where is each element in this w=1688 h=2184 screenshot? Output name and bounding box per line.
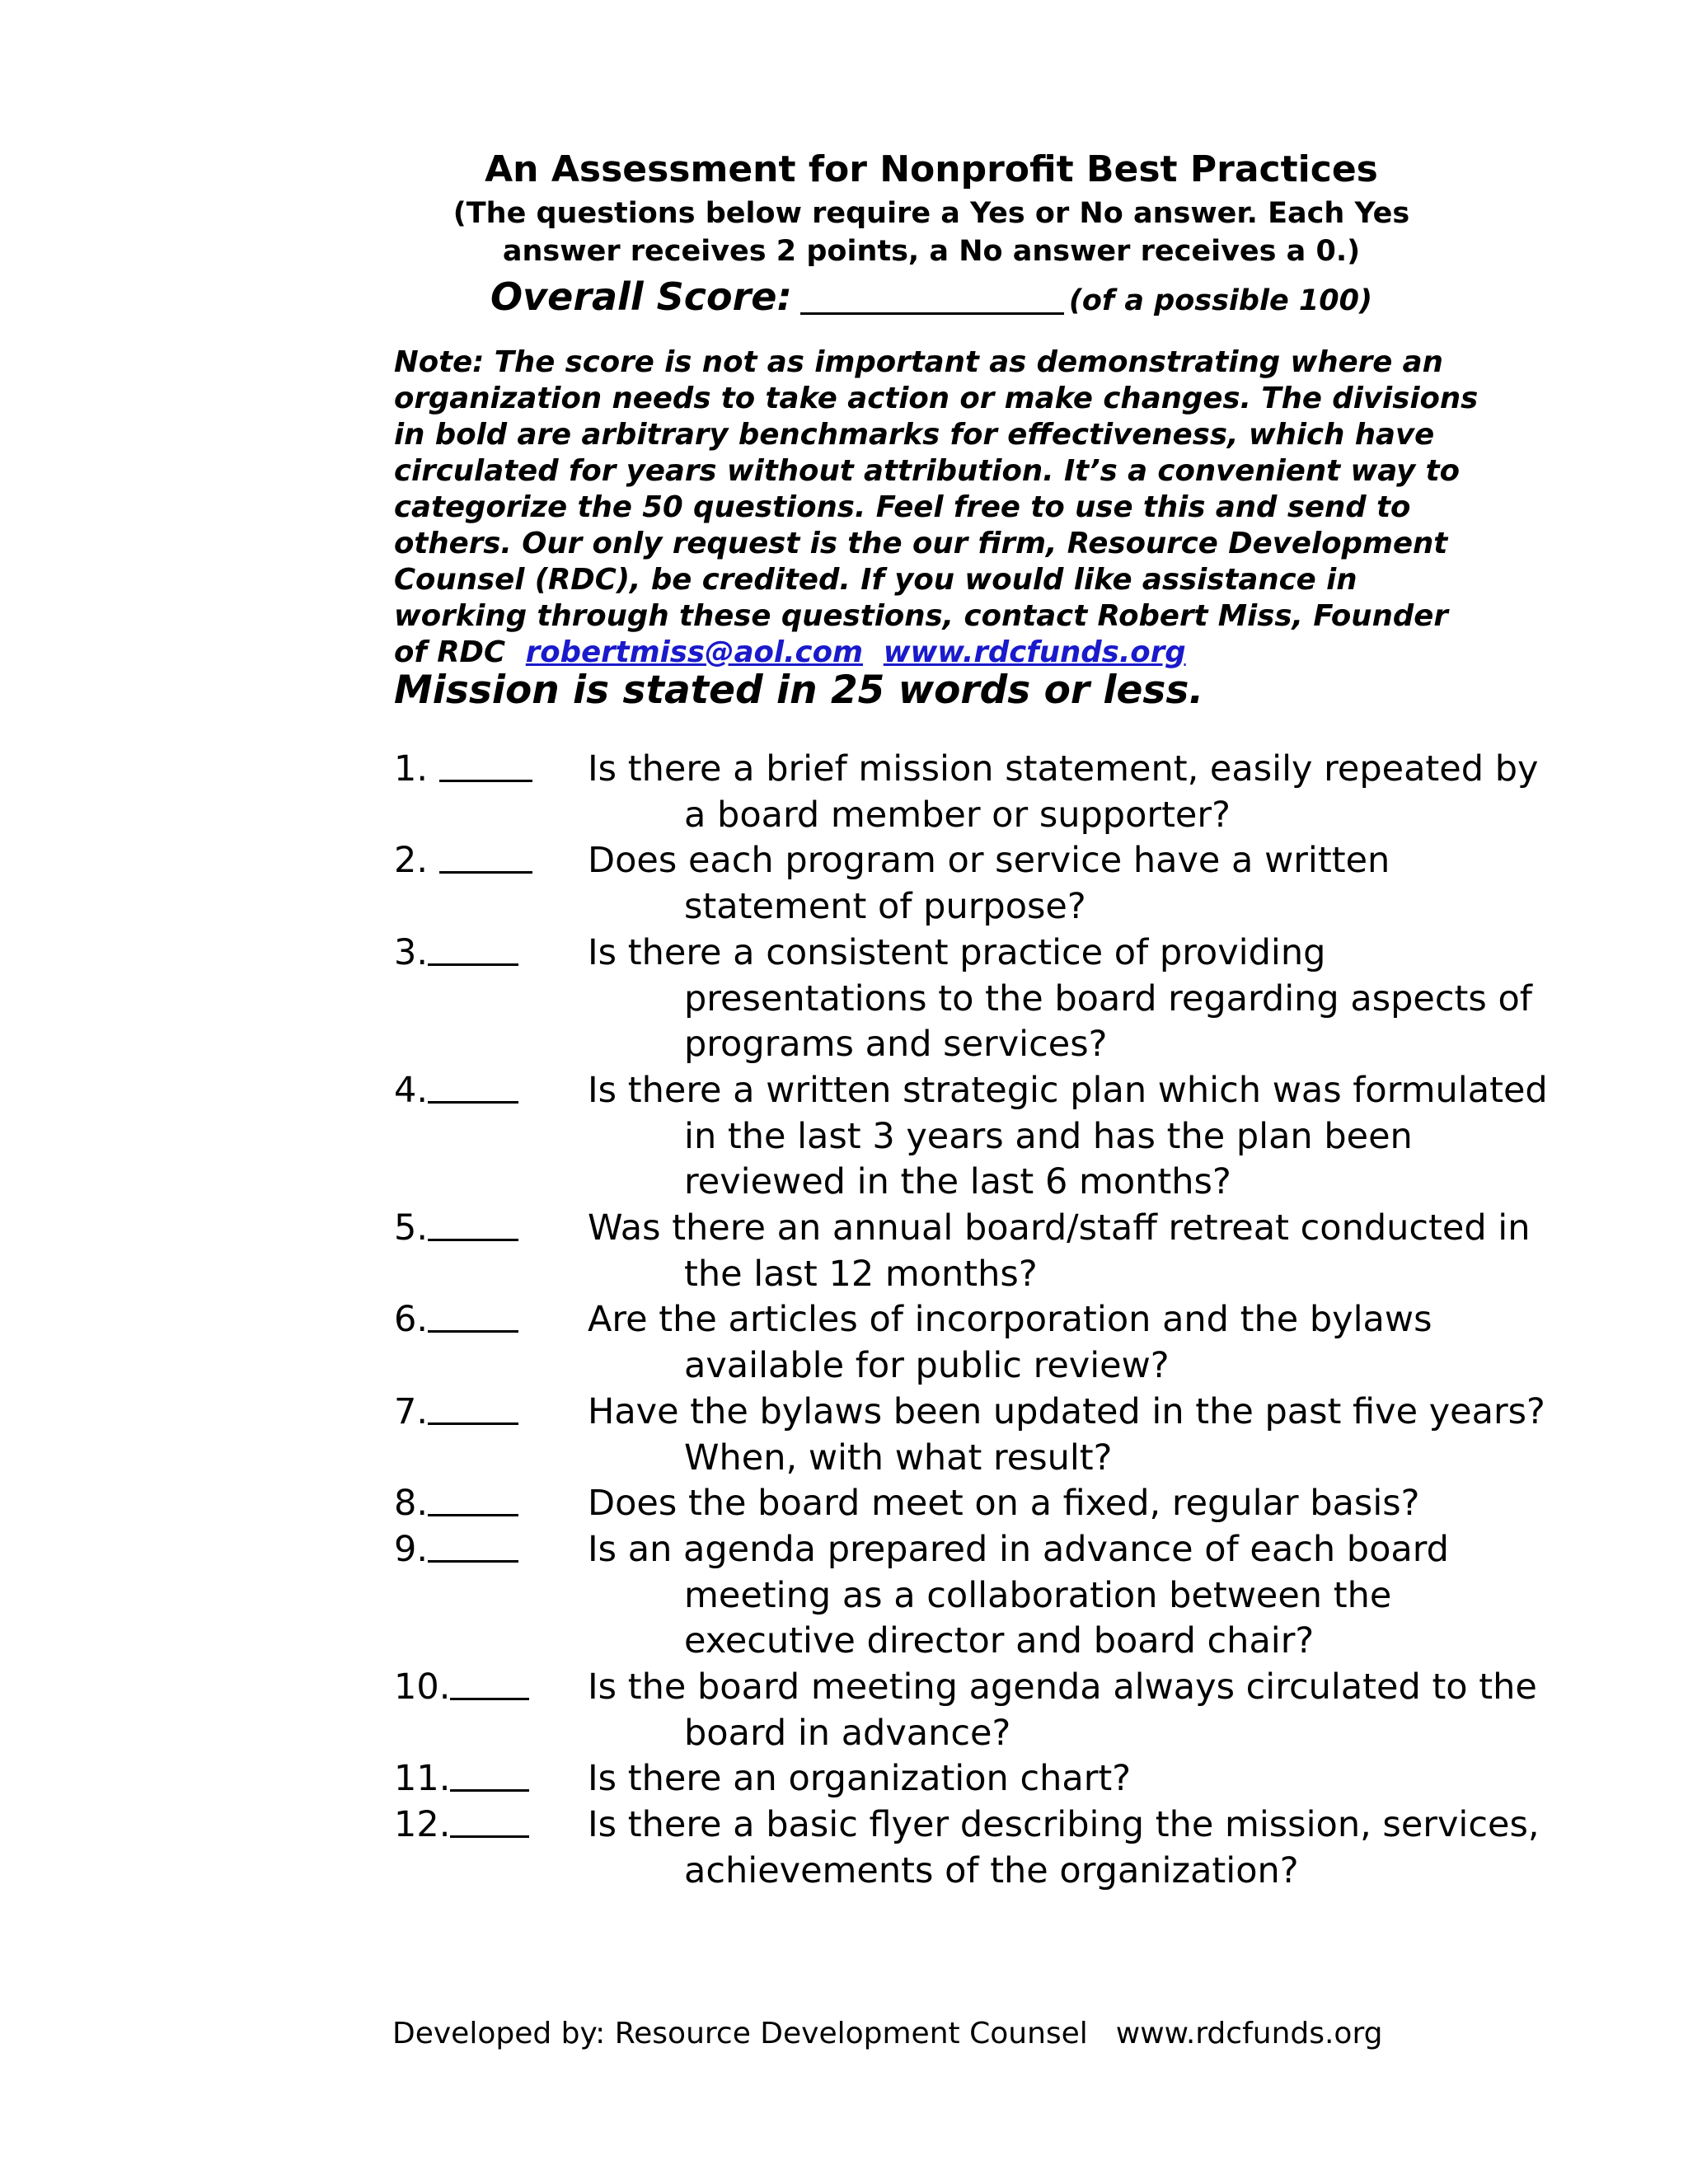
question-text: Was there an annual board/staff retreat conducted in the last 12 months? bbox=[588, 1207, 1531, 1295]
question-item bbox=[394, 838, 1548, 930]
question-text: Have the bylaws been updated in the past five years? When, with what result? bbox=[588, 1390, 1545, 1479]
question-text: Is there an organization chart? bbox=[588, 1758, 1132, 1800]
email-link[interactable]: robertmiss@aol.com bbox=[525, 635, 863, 669]
question-text: Is there a basic flyer describing the mission, services, achievements of the organization? bbox=[588, 1804, 1540, 1891]
question-number: 9. bbox=[394, 1528, 429, 1570]
overall-score-line bbox=[396, 272, 1467, 330]
question-item bbox=[394, 930, 1548, 1068]
question-number: 3. bbox=[394, 931, 429, 973]
answer-blank[interactable] bbox=[450, 1760, 529, 1792]
question-number-cell bbox=[394, 1481, 588, 1527]
answer-blank[interactable] bbox=[439, 750, 532, 782]
answer-blank[interactable] bbox=[450, 1668, 529, 1700]
question-number-cell bbox=[394, 1068, 588, 1114]
question-text: Is there a brief mission statement, easily repeated by a board member or supporter? bbox=[588, 748, 1539, 836]
question-item bbox=[394, 1297, 1548, 1389]
question-number-cell bbox=[394, 1756, 588, 1802]
question-text: Is there a consistent practice of providing presentations to the board regarding aspects of programs and services? bbox=[588, 931, 1532, 1066]
overall-score-suffix: (of a possible 100) bbox=[1068, 284, 1372, 317]
overall-score-blank[interactable] bbox=[800, 279, 1064, 315]
question-item bbox=[394, 1756, 1548, 1802]
answer-blank[interactable] bbox=[428, 1393, 518, 1425]
question-item bbox=[394, 1527, 1548, 1665]
question-item bbox=[394, 1390, 1548, 1481]
question-number-cell bbox=[394, 1802, 588, 1849]
question-item bbox=[394, 1665, 1548, 1756]
footer-developed-by: Developed by: Resource Development Counsel bbox=[392, 2017, 1088, 2050]
page-title: An Assessment for Nonprofit Best Practices bbox=[485, 148, 1378, 190]
question-number-cell bbox=[394, 1297, 588, 1343]
question-number-cell bbox=[394, 1390, 588, 1436]
question-number: 10. bbox=[394, 1666, 451, 1708]
answer-blank[interactable] bbox=[439, 841, 532, 874]
answer-blank[interactable] bbox=[428, 1530, 518, 1563]
question-number: 6. bbox=[394, 1299, 429, 1341]
question-item bbox=[394, 1068, 1548, 1206]
question-text: Is an agenda prepared in advance of each board meeting as a collaboration between the executive director and board chair? bbox=[588, 1528, 1449, 1662]
question-list bbox=[394, 747, 1548, 1895]
subtitle-line-1: (The questions below require a Yes or No answer. Each Yes bbox=[452, 197, 1410, 230]
question-item bbox=[394, 1802, 1548, 1894]
question-number: 2. bbox=[394, 840, 429, 882]
question-number-cell bbox=[394, 930, 588, 977]
footer bbox=[392, 2014, 1382, 2054]
answer-blank[interactable] bbox=[428, 1209, 518, 1241]
question-number: 5. bbox=[394, 1207, 429, 1249]
subtitle-line-2: answer receives 2 points, a No answer receives a 0.) bbox=[502, 235, 1361, 268]
question-number-cell bbox=[394, 838, 588, 884]
answer-blank[interactable] bbox=[428, 1301, 518, 1333]
website-link[interactable]: www.rdcfunds.org bbox=[883, 635, 1186, 669]
question-number: 8. bbox=[394, 1483, 429, 1525]
answer-blank[interactable] bbox=[428, 1484, 518, 1516]
question-number: 11. bbox=[394, 1758, 451, 1800]
question-number-cell bbox=[394, 1206, 588, 1252]
question-number: 7. bbox=[394, 1390, 429, 1432]
question-text: Does the board meet on a fixed, regular basis? bbox=[588, 1483, 1420, 1525]
note-text: Note: The score is not as important as demonstrating where an organization needs to take action or make changes. The divisions in bold are arbitrary benchmarks for effectiveness, which have circulated for years without attribution. It’s a convenient way to categorize the 50 questions. Feel free to use this and send to others. Our only request is the our firm, Resource Development Counsel (RDC), be credited. If you would like assistance in working through these questions, contact Robert Miss, Founder of RDC bbox=[394, 345, 1479, 669]
footer-url: www.rdcfunds.org bbox=[1115, 2017, 1383, 2050]
question-item bbox=[394, 1481, 1548, 1527]
note-paragraph bbox=[394, 344, 1482, 671]
answer-blank[interactable] bbox=[428, 1071, 518, 1104]
header bbox=[396, 147, 1467, 330]
question-text: Is the board meeting agenda always circulated to the board in advance? bbox=[588, 1666, 1537, 1754]
question-number: 4. bbox=[394, 1069, 429, 1111]
question-text: Is there a written strategic plan which was formulated in the last 3 years and has the plan been reviewed in the last 6 months? bbox=[588, 1069, 1548, 1203]
question-item bbox=[394, 1206, 1548, 1297]
answer-blank[interactable] bbox=[450, 1806, 529, 1838]
question-item bbox=[394, 747, 1548, 838]
question-number-cell bbox=[394, 747, 588, 793]
question-number: 1. bbox=[394, 748, 429, 790]
question-number-cell bbox=[394, 1665, 588, 1711]
question-text: Are the articles of incorporation and the bylaws available for public review? bbox=[588, 1299, 1432, 1387]
question-text: Does each program or service have a written statement of purpose? bbox=[588, 840, 1390, 928]
section-heading: Mission is stated in 25 words or less. bbox=[394, 668, 1204, 713]
overall-score-label: Overall Score: bbox=[490, 274, 792, 319]
answer-blank[interactable] bbox=[428, 934, 518, 966]
question-number: 12. bbox=[394, 1804, 451, 1846]
question-number-cell bbox=[394, 1527, 588, 1573]
